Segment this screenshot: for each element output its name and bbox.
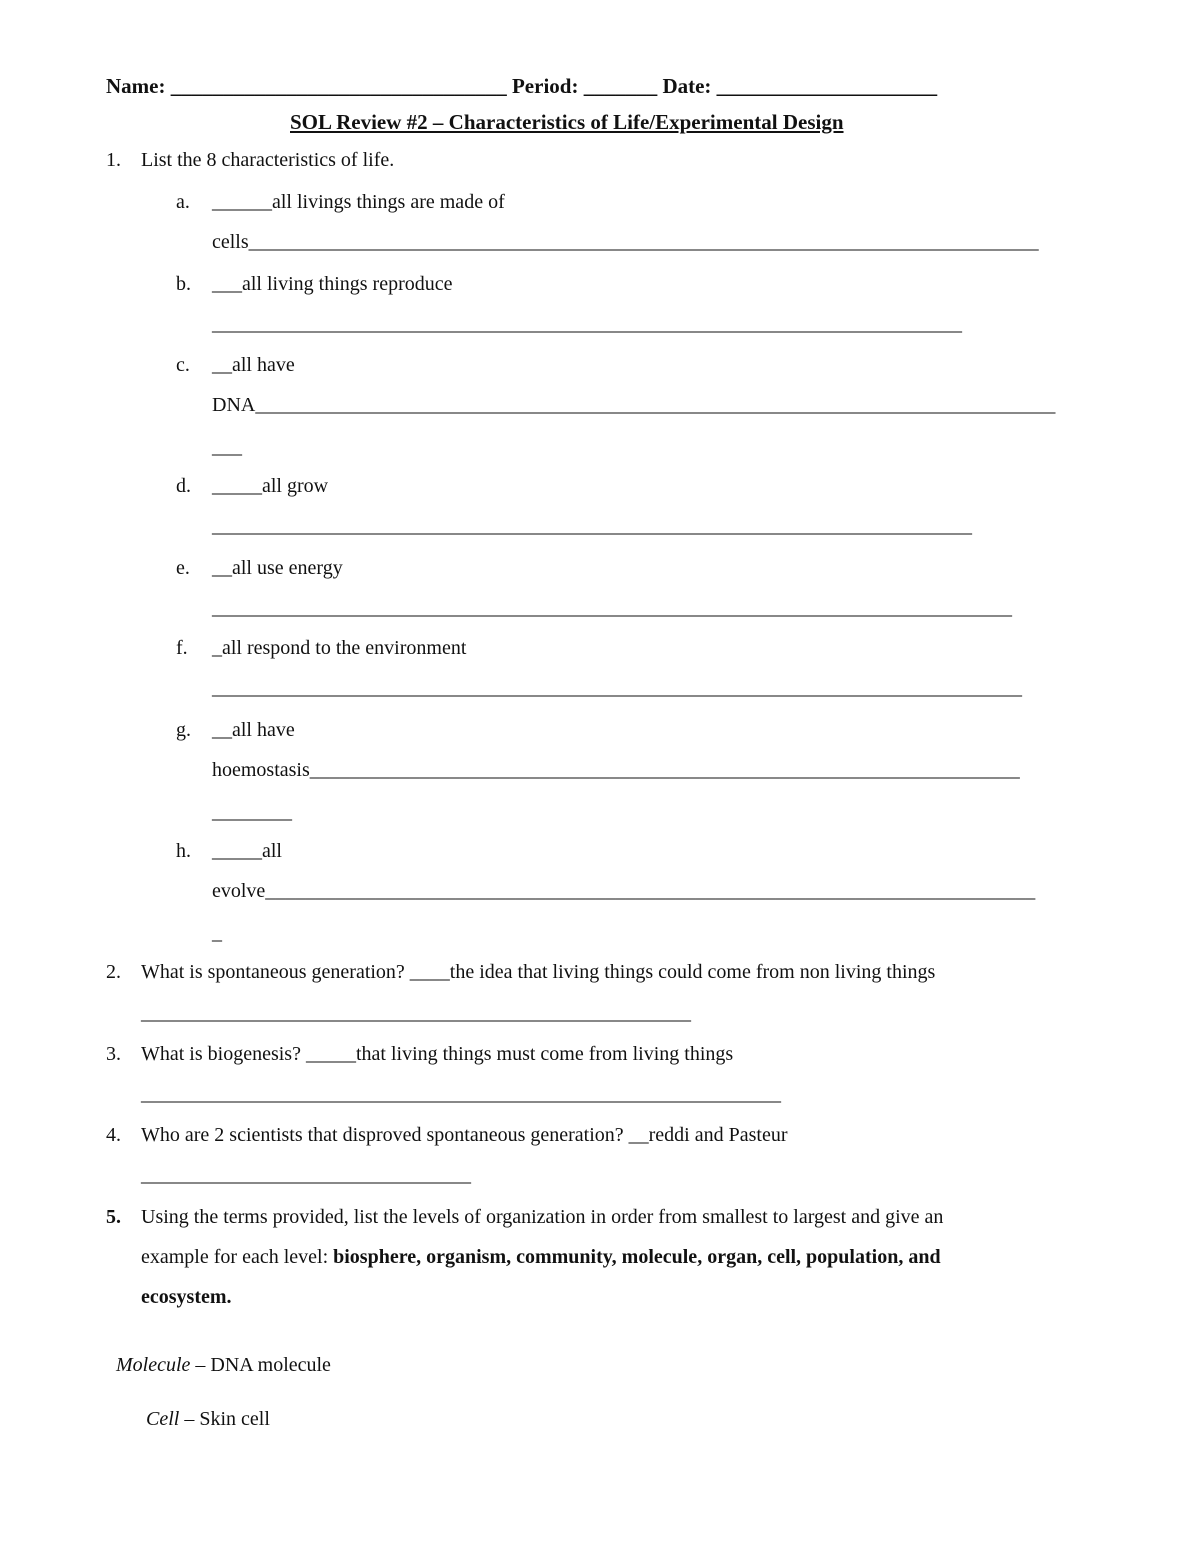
q1g-line2: hoemostasis_______________________________________________________________________ [212, 759, 1020, 781]
q4-number: 4. [106, 1124, 121, 1146]
q1a-letter: a. [176, 191, 190, 213]
answer-molecule [116, 1355, 331, 1375]
answer-molecule-example: – DNA molecule [190, 1354, 331, 1376]
q1f-letter: f. [176, 637, 188, 659]
q1b-line1: ___all living things reproduce [212, 273, 453, 295]
q1a-line1: ______all livings things are made of [212, 191, 505, 213]
q1g-line1: __all have [212, 719, 295, 741]
q1h-line2: evolve_____________________________________________________________________________ [212, 880, 1036, 902]
page-title: SOL Review #2 – Characteristics of Life/Experimental Design [290, 110, 844, 134]
q2-number: 2. [106, 961, 121, 983]
q3-line1: What is biogenesis? _____that living things must come from living things [141, 1043, 734, 1065]
q1c-letter: c. [176, 354, 190, 376]
q1e-line2: ________________________________________________________________________________ [212, 597, 1012, 619]
q1d-line1: _____all grow [212, 475, 329, 497]
q3-line2: ________________________________________________________________ [141, 1083, 781, 1105]
q2-line1: What is spontaneous generation? ____the idea that living things could come from non living things [141, 961, 936, 983]
q5-line3: ecosystem. [141, 1286, 232, 1308]
q4-line2: _________________________________ [141, 1164, 471, 1186]
answer-molecule-term: Molecule [116, 1354, 191, 1376]
answer-cell-example: – Skin cell [179, 1408, 270, 1430]
q5-number: 5. [106, 1206, 121, 1228]
q1h-line3: _ [212, 922, 222, 944]
q1c-line3: ___ [212, 436, 242, 458]
q1h-line1: _____all [212, 840, 282, 862]
q1f-line1: _all respond to the environment [212, 637, 467, 659]
q1d-letter: d. [176, 475, 191, 497]
q1c-line2: DNA________________________________________________________________________________ [212, 394, 1056, 416]
q5-terms: biosphere, organism, community, molecule, organ, cell, population, and [333, 1246, 941, 1268]
q5-line1: Using the terms provided, list the levels of organization in order from smallest to largest and give an [141, 1206, 944, 1228]
name-period-date-line: Name: ________________________________ Period: _______ Date: _____________________ [106, 74, 938, 98]
q4-line1: Who are 2 scientists that disproved spontaneous generation? __reddi and Pasteur [141, 1124, 788, 1146]
q1a-line2: cells_______________________________________________________________________________ [212, 231, 1039, 253]
q1b-letter: b. [176, 273, 191, 295]
q1e-letter: e. [176, 557, 190, 579]
q1-prompt: List the 8 characteristics of life. [141, 149, 395, 171]
answer-cell-term: Cell [146, 1408, 180, 1430]
answer-cell [146, 1409, 270, 1429]
q5-line2 [141, 1247, 941, 1267]
q1c-line1: __all have [212, 354, 295, 376]
q1g-letter: g. [176, 719, 191, 741]
q5-line2-prefix: example for each level: [141, 1246, 334, 1268]
q1g-line3: ________ [212, 801, 292, 823]
q1b-line2: ___________________________________________________________________________ [212, 313, 962, 335]
q1d-line2: ____________________________________________________________________________ [212, 515, 972, 537]
q1f-line2: _________________________________________________________________________________ [212, 677, 1022, 699]
q1-number: 1. [106, 149, 121, 171]
q1h-letter: h. [176, 840, 191, 862]
q1e-line1: __all use energy [212, 557, 343, 579]
q2-line2: _______________________________________________________ [141, 1002, 691, 1024]
q3-number: 3. [106, 1043, 121, 1065]
